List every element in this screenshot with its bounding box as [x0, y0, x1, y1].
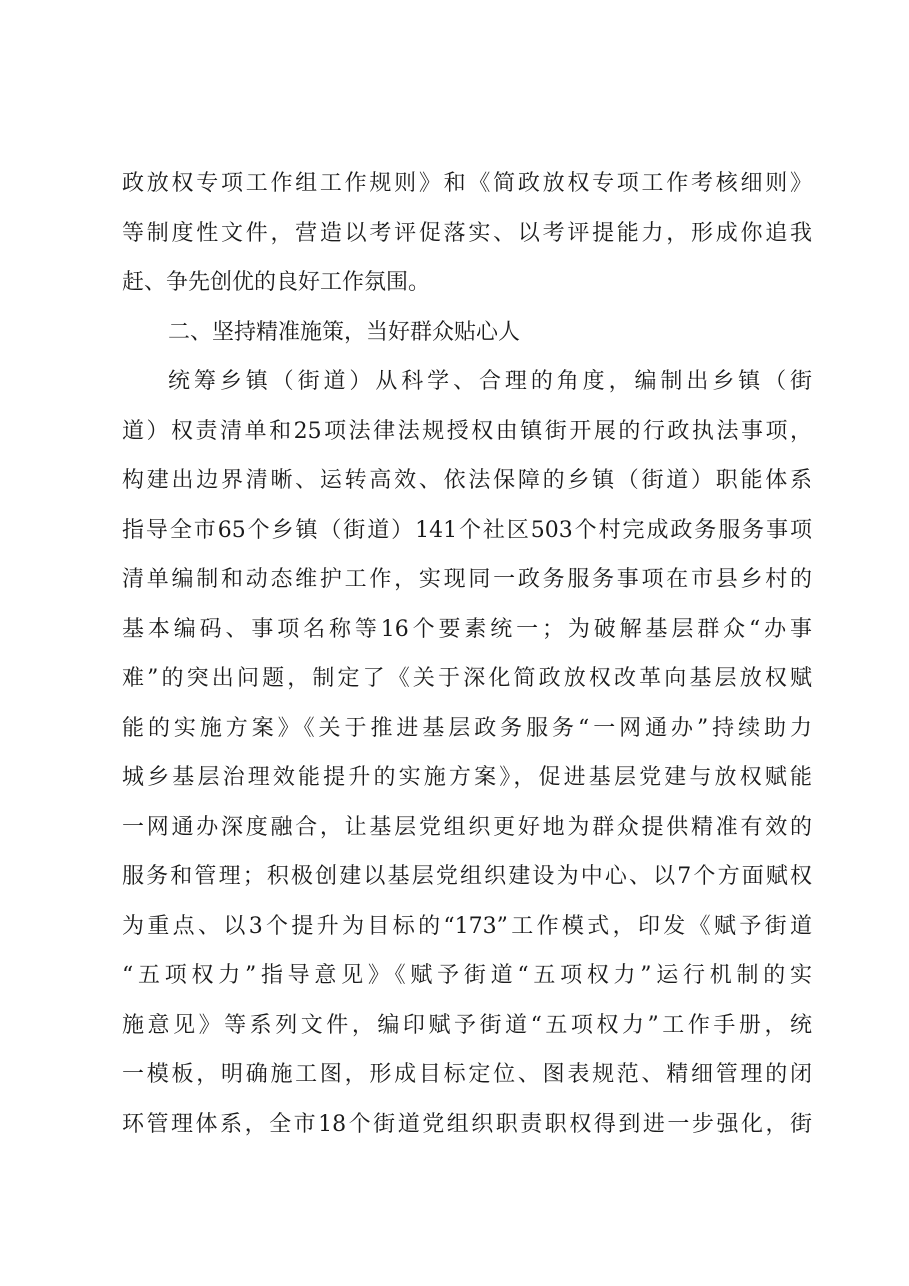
body-line: 服务和管理；积极创建以基层党组织建设为中心、以7个方面赋权 [122, 864, 812, 889]
body-line: 城乡基层治理效能提升的实施方案》，促进基层党建与放权赋能 [122, 765, 812, 790]
body-line: 指导全市65个乡镇（街道）141个社区503个村完成政务服务事项 [122, 517, 812, 543]
section-heading: 二、坚持精准施策，当好群众贴心人 [168, 319, 521, 345]
body-line: 统筹乡镇（街道）从科学、合理的角度，编制出乡镇（街 [168, 369, 812, 394]
body-line: 环管理体系，全市18个街道党组织职责职权得到进一步强化，街 [122, 1111, 812, 1137]
document-body [122, 159, 812, 1149]
body-line: 政放权专项工作组工作规则》和《简政放权专项工作考核细则》 [122, 171, 812, 196]
body-line: 施意见》等系列文件，编印赋予街道“五项权力”工作手册，统 [122, 1012, 812, 1038]
body-line: 基本编码、事项名称等16个要素统一；为破解基层群众“办事 [122, 616, 812, 642]
body-line: 一模板，明确施工图，形成目标定位、图表规范、精细管理的闭 [122, 1062, 812, 1087]
body-line: 难”的突出问题，制定了《关于深化简政放权改革向基层放权赋 [122, 666, 812, 691]
body-line: 为重点、以3个提升为目标的“173”工作模式，印发《赋予街道 [122, 913, 812, 939]
body-line: “五项权力”指导意见》《赋予街道“五项权力”运行机制的实 [122, 963, 812, 988]
body-line: 道）权责清单和25项法律法规授权由镇街开展的行政执法事项， [122, 418, 812, 444]
body-line: 能的实施方案》《关于推进基层政务服务“一网通办”持续助力 [122, 715, 812, 741]
body-line: 一网通办深度融合，让基层党组织更好地为群众提供精准有效的 [122, 814, 812, 840]
body-line: 赶、争先创优的良好工作氛围。 [122, 270, 431, 295]
body-line: 构建出边界清晰、运转高效、依法保障的乡镇（街道）职能体系 [122, 468, 812, 493]
body-line: 清单编制和动态维护工作，实现同一政务服务事项在市县乡村的 [122, 567, 812, 592]
body-line: 等制度性文件，营造以考评促落实、以考评提能力，形成你追我 [122, 220, 812, 246]
